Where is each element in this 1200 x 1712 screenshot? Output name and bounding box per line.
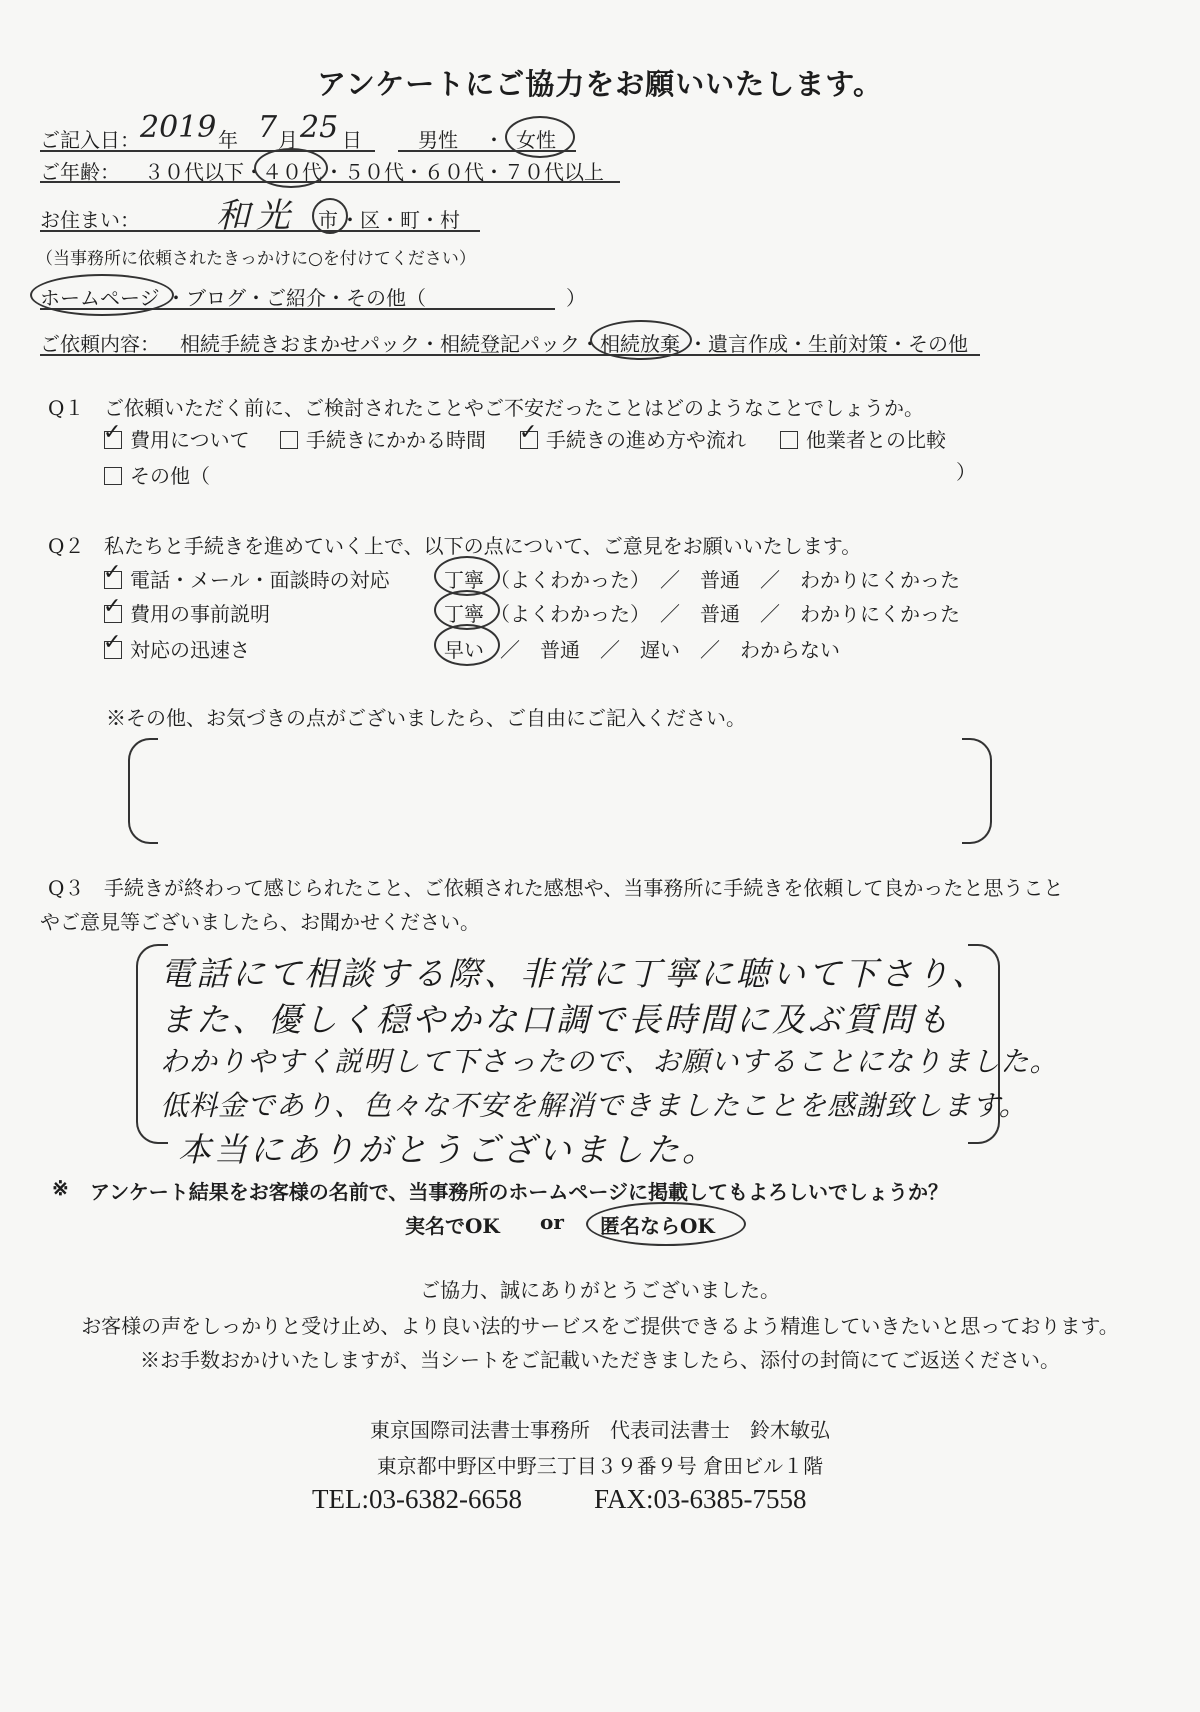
comment-box-left-bracket — [128, 738, 158, 844]
check-icon: ✓ — [103, 630, 122, 655]
q2-checkbox-speed[interactable] — [103, 630, 122, 659]
q2-row-options: （よくわかった） ／ 普通 ／ わかりにくかった — [490, 568, 960, 592]
q2-row-speed — [103, 630, 250, 663]
date-month: 7 — [258, 110, 278, 145]
page-title: アンケートにご協力をお願いいたします。 — [317, 67, 883, 101]
q2-selected-answer: 丁寧 — [444, 568, 484, 592]
age-options-2: ・５０代・６０代・７０代以上 — [324, 160, 604, 184]
gender-female: 女性 — [516, 128, 556, 152]
age-options-1: ３０代以下・ — [144, 160, 264, 184]
q1-option-other-label: その他（ — [130, 464, 210, 488]
q2-circle-mark — [434, 624, 500, 666]
q3-question-line2: やご意見等ございましたら、お聞かせください。 — [40, 910, 480, 934]
request-options-1: 相続手続きおまかせパック・相続登記パック・ — [180, 332, 600, 356]
date-label: ご記入日： — [40, 128, 140, 152]
closing-thanks: ご協力、誠にありがとうございました。 — [420, 1278, 780, 1302]
q1-other-close: ） — [956, 460, 976, 484]
address-label: お住まい： — [40, 208, 140, 232]
q1-checkbox-cost[interactable] — [103, 420, 122, 449]
date-day: 25 — [300, 110, 339, 145]
request-selected: 相続放棄 — [600, 332, 680, 356]
q2-checkbox-contact[interactable] — [103, 560, 122, 589]
q2-row-label: 対応の迅速さ — [130, 638, 250, 662]
address-underline — [40, 230, 480, 232]
check-icon: ✓ — [519, 420, 538, 445]
q3-answer-line: 電話にて相談する際、非常に丁寧に聴いて下さり、 — [160, 954, 988, 993]
comment-box-right-bracket — [962, 738, 992, 844]
q3-question-line1: 手続きが終わって感じられたこと、ご依頼された感想や、当事務所に手続きを依頼して良かったと思うこと — [104, 876, 1064, 900]
publish-option-anonymous[interactable]: 匿名ならOK — [600, 1214, 715, 1238]
q1-option-time[interactable] — [280, 424, 486, 453]
address-selected: 市 — [318, 208, 338, 232]
q2-question: 私たちと手続きを進めていく上で、以下の点について、ご意見をお願いいたします。 — [104, 534, 862, 558]
q2-other-note: ※その他、お気づきの点がございましたら、ご自由にご記入ください。 — [106, 706, 746, 730]
q3-number: Q３ — [48, 876, 85, 900]
q3-answer-line: 低料金であり、色々な不安を解消できましたことを感謝致します。 — [160, 1089, 1028, 1122]
office-fax: FAX:03-6385-7558 — [594, 1484, 807, 1514]
q2-row-label: 電話・メール・面談時の対応 — [130, 568, 390, 592]
office-name: 東京国際司法書士事務所 代表司法書士 鈴木敏弘 — [370, 1418, 830, 1442]
address-city: 和光 — [216, 196, 296, 236]
q1-option-flow-label: 手続きの進め方や流れ — [546, 428, 746, 452]
age-label: ご年齢： — [40, 160, 120, 184]
q2-selected-answer: 早い — [444, 638, 484, 662]
q2-selected-answer: 丁寧 — [444, 602, 484, 626]
q1-checkbox-compare[interactable] — [780, 431, 798, 449]
month-unit: 月 — [278, 128, 298, 152]
q1-question: ご依頼いただく前に、ご検討されたことやご不安だったことはどのようなことでしょうか。 — [104, 396, 924, 420]
office-address: 東京都中野区中野三丁目３９番９号 倉田ビル１階 — [376, 1454, 824, 1478]
q1-checkbox-other[interactable] — [104, 467, 122, 485]
q2-checkbox-cost[interactable] — [103, 594, 122, 623]
q2-row-cost — [103, 594, 270, 627]
q1-option-other[interactable] — [104, 460, 210, 489]
publish-option-real-name[interactable]: 実名でOK — [405, 1214, 500, 1238]
q1-option-cost[interactable] — [103, 420, 250, 453]
referral-note: （当事務所に依頼されたきっかけに○を付けてください） — [36, 249, 476, 269]
q1-number: Q１ — [48, 396, 85, 420]
referral-underline — [40, 308, 555, 310]
request-underline — [40, 354, 980, 356]
request-label: ご依頼内容： — [40, 332, 160, 356]
office-tel: TEL:03-6382-6658 — [312, 1484, 522, 1514]
day-unit: 日 — [342, 128, 362, 152]
q1-option-flow[interactable] — [519, 420, 746, 453]
check-icon: ✓ — [103, 560, 122, 585]
gender-male: 男性 — [418, 128, 458, 152]
q3-answer-line: わかりやすく説明して下さったので、お願いすることになりました。 — [160, 1045, 1059, 1078]
publish-question: アンケート結果をお客様の名前で、当事務所のホームページに掲載してもよろしいでしょうか？ — [90, 1180, 948, 1204]
q2-row-contact — [103, 560, 390, 593]
year-unit: 年 — [218, 128, 238, 152]
q2-row-label: 費用の事前説明 — [130, 602, 270, 626]
request-options-2: ・遺言作成・生前対策・その他 — [688, 332, 968, 356]
publish-circle-mark — [586, 1202, 746, 1246]
q1-checkbox-time[interactable] — [280, 431, 298, 449]
q1-option-time-label: 手続きにかかる時間 — [306, 428, 486, 452]
date-underline — [40, 150, 375, 152]
q3-answer-line: また、優しく穏やかな口調で長時間に及ぶ質問も — [160, 1000, 952, 1039]
check-icon: ✓ — [103, 420, 122, 445]
q2-row-options: ／ 普通 ／ 遅い ／ わからない — [500, 638, 840, 662]
age-underline — [40, 181, 620, 183]
publish-mark: ※ — [52, 1176, 69, 1200]
gender-separator: ・ — [484, 128, 504, 152]
address-options: ・区・町・村 — [340, 208, 460, 232]
q1-checkbox-flow[interactable] — [519, 420, 538, 449]
gender-underline — [398, 150, 576, 152]
q2-number: Q２ — [48, 534, 85, 558]
check-icon: ✓ — [103, 594, 122, 619]
age-selected: ４０代 — [262, 160, 322, 184]
q3-answer-line: 本当にありがとうございました。 — [178, 1130, 718, 1169]
q1-option-compare-label: 他業者との比較 — [806, 428, 946, 452]
date-year: 2019 — [140, 110, 217, 145]
referral-options: ・ブログ・ご紹介・その他（ ） — [166, 286, 586, 310]
referral-selected: ホームページ — [40, 286, 160, 310]
q2-row-options: （よくわかった） ／ 普通 ／ わかりにくかった — [490, 602, 960, 626]
closing-return-note: ※お手数おかけいたしますが、当シートをご記載いただきましたら、添付の封筒にてご返送ください。 — [140, 1348, 1060, 1372]
publish-or: or — [540, 1210, 564, 1234]
q1-option-compare[interactable] — [780, 424, 946, 453]
q1-option-cost-label: 費用について — [130, 428, 250, 452]
closing-message: お客様の声をしっかりと受け止め、より良い法的サービスをご提供できるよう精進していきたいと思っております。 — [81, 1314, 1119, 1338]
